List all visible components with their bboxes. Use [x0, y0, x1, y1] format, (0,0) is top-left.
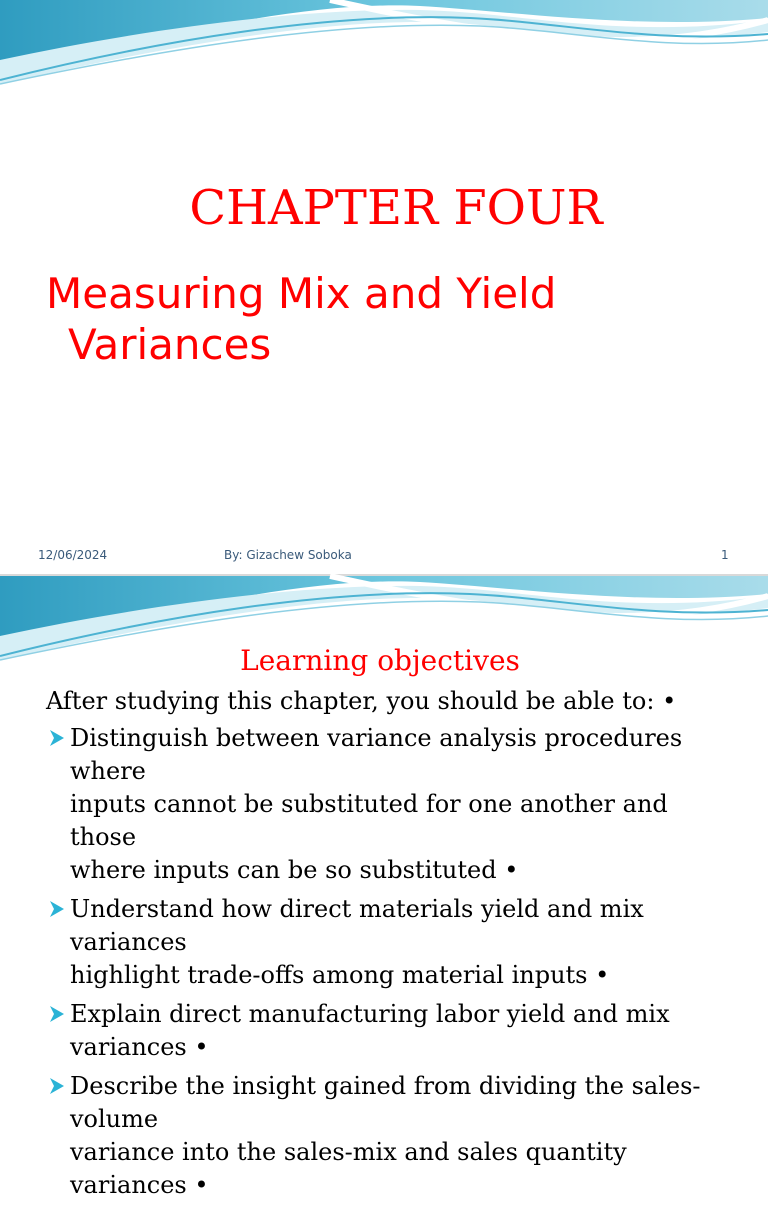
list-item-line: Distinguish between variance analysis procedures where: [70, 724, 683, 785]
decorative-wave-header: [0, 0, 768, 90]
footer-author: By: Gizachew Soboka: [224, 548, 352, 562]
intro-text: After studying this chapter, you should be able to: •: [46, 687, 677, 715]
list-item-line: Describe the insight gained from dividing the sales-volume: [70, 1072, 701, 1133]
list-item-line: variance into the sales-mix and sales quantity variances •: [70, 1138, 627, 1199]
arrow-bullet-icon: [48, 1077, 66, 1095]
list-item-line: variances •: [70, 1033, 209, 1061]
footer-page-number: 1: [721, 548, 729, 562]
list-item-line: Explain direct manufacturing labor yield and mix: [70, 1000, 670, 1028]
chapter-title: CHAPTER FOUR: [189, 180, 603, 236]
list-item-line: Understand how direct materials yield and mix variances: [70, 895, 644, 956]
list-item-line: highlight trade-offs among material inputs •: [70, 961, 610, 989]
list-item-line: where inputs can be so substituted •: [70, 856, 519, 884]
footer-date: 12/06/2024: [38, 548, 108, 562]
slide-1: [0, 0, 768, 576]
objectives-list: [46, 722, 736, 1208]
arrow-bullet-icon: [48, 1005, 66, 1023]
list-item: [46, 722, 736, 887]
list-item: [46, 1070, 736, 1202]
chapter-subtitle-line-2: Variances: [68, 320, 272, 369]
section-title: Learning objectives: [240, 644, 520, 677]
slide-2: [0, 576, 768, 1199]
arrow-bullet-icon: [48, 729, 66, 747]
list-item: [46, 998, 736, 1064]
list-item-line: inputs cannot be substituted for one another and those: [70, 790, 668, 851]
chapter-subtitle: [46, 268, 726, 370]
chapter-subtitle-line-1: Measuring Mix and Yield: [46, 269, 557, 318]
arrow-bullet-icon: [48, 900, 66, 918]
list-item: [46, 893, 736, 992]
